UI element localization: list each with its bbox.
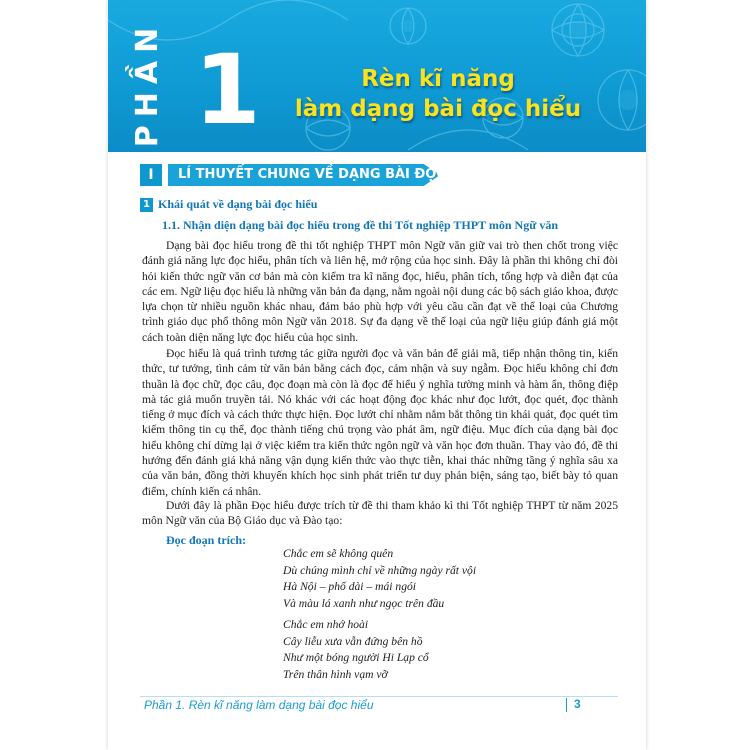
section-heading [140,164,486,186]
subsection-title: Khái quát về dạng bài đọc hiểu [158,197,318,211]
chapter-banner [108,0,646,152]
section-number: I [140,164,162,186]
footer-separator [566,698,567,712]
page-number: 3 [574,697,581,711]
sub-subsection-title: 1.1. Nhận diện dạng bài đọc hiểu trong đề thi Tốt nghiệp THPT môn Ngữ văn [162,218,559,232]
poem-line: Và màu lá xanh như ngọc trên đầu [283,597,445,611]
chapter-title [278,64,598,124]
part-word-vertical: PHẦN [130,19,166,147]
poem-stanza-2 [283,617,543,684]
part-number: 1 [194,34,261,146]
poem-line: Như một bóng người Hi Lạp cổ [283,651,429,665]
poem-line: Hà Nội – phố dài – mái ngói [283,580,417,594]
chapter-title-line1: Rèn kĩ năng [361,66,515,92]
footer-divider [140,696,618,697]
poem-line: Dù chúng mình chỉ về những ngày rất vội [283,563,477,577]
subsection-number: 1 [140,198,153,212]
poem-line: Chắc em sẽ không quên [283,547,394,560]
paragraph-3: Dưới đây là phần Đọc hiểu được trích từ đề thi tham khảo kì thi Tốt nghiệp THPT từ năm 2025 môn Ngữ văn của Bộ Giáo dục và Đào tạo: [142,499,618,528]
poem-line: Chắc em nhớ hoài [283,618,369,631]
poem-stanza-1 [283,546,543,613]
paragraph-2: Đọc hiểu là quá trình tương tác giữa người đọc và văn bản để giải mã, tiếp nhận thông tin, kiến thức, tư tưởng, tình cảm từ văn bản bằng cách đọc, cảm nhận và suy ngẫm. Đọc hiểu không chỉ đơn thuần là đọc chữ, đọc câu, đọc đoạn mà còn là đọc để hiểu ý nghĩa tường minh và hàm ẩn, thông điệp mà tác giả muốn truyền tải. Nó khác với các hoạt động đọc khác như đọc lướt, đọc quét, đọc thành tiếng ở mục đích và cách thức thực hiện. Đọc lướt chỉ nhằm nắm bắt thông tin khái quát, đọc quét tìm kiếm thông tin cụ thể, đọc thành tiếng chú trọng vào phát âm, ngữ điệu. Mục đích của dạng bài đọc hiểu không chỉ dừng lại ở việc kiểm tra kiến thức ngôn ngữ và văn học đơn thuần. Thay vào đó, đề thi hướng đến đánh giá khả năng vận dụng kiến thức vào thực tiễn, khai thác những tầng ý nghĩa sâu xa của văn bản, đồng thời khuyến khích học sinh phát triển tư duy phản biện, sáng tạo, biết bày tỏ quan điểm, chính kiến cá nhân. [142,347,618,498]
section-title: LÍ THUYẾT CHUNG VỀ DẠNG BÀI ĐỌC HIỂU [178,167,486,182]
poem-line: Trên thân hình vạm vỡ [283,668,388,682]
chapter-title-line2: làm dạng bài đọc hiểu [294,96,582,122]
book-page [108,0,646,750]
poem-line: Cây liễu xưa vẫn đứng bên hồ [283,634,423,648]
paragraph-1: Dạng bài đọc hiểu trong đề thi tốt nghiệp THPT môn Ngữ văn giữ vai trò then chốt trong việc đánh giá năng lực đọc hiểu, phân tích và liên hệ, mở rộng của học sinh. Đây là phần thi không chỉ đòi hỏi kiến thức ngữ văn cơ bản mà còn kiểm tra kĩ năng đọc, hiểu, phân tích, tổng hợp và diễn đạt của các em. Ngữ liệu đọc hiểu là những văn bản đa dạng, nằm ngoài nội dung các bộ sách giáo khoa, được lựa chọn từ nhiều nguồn khác nhau, đảm bảo phù hợp với yêu cầu cần đạt về thể loại của Chương trình giáo dục phổ thông môn Ngữ văn 2018. Sự đa dạng về thể loại của ngữ liệu giúp đánh giá một cách toàn diện năng lực đọc hiểu của học sinh. [142,239,618,344]
excerpt-label: Đọc đoạn trích: [166,533,246,547]
footer-title: Phần 1. Rèn kĩ năng làm dạng bài đọc hiểu [144,698,374,712]
